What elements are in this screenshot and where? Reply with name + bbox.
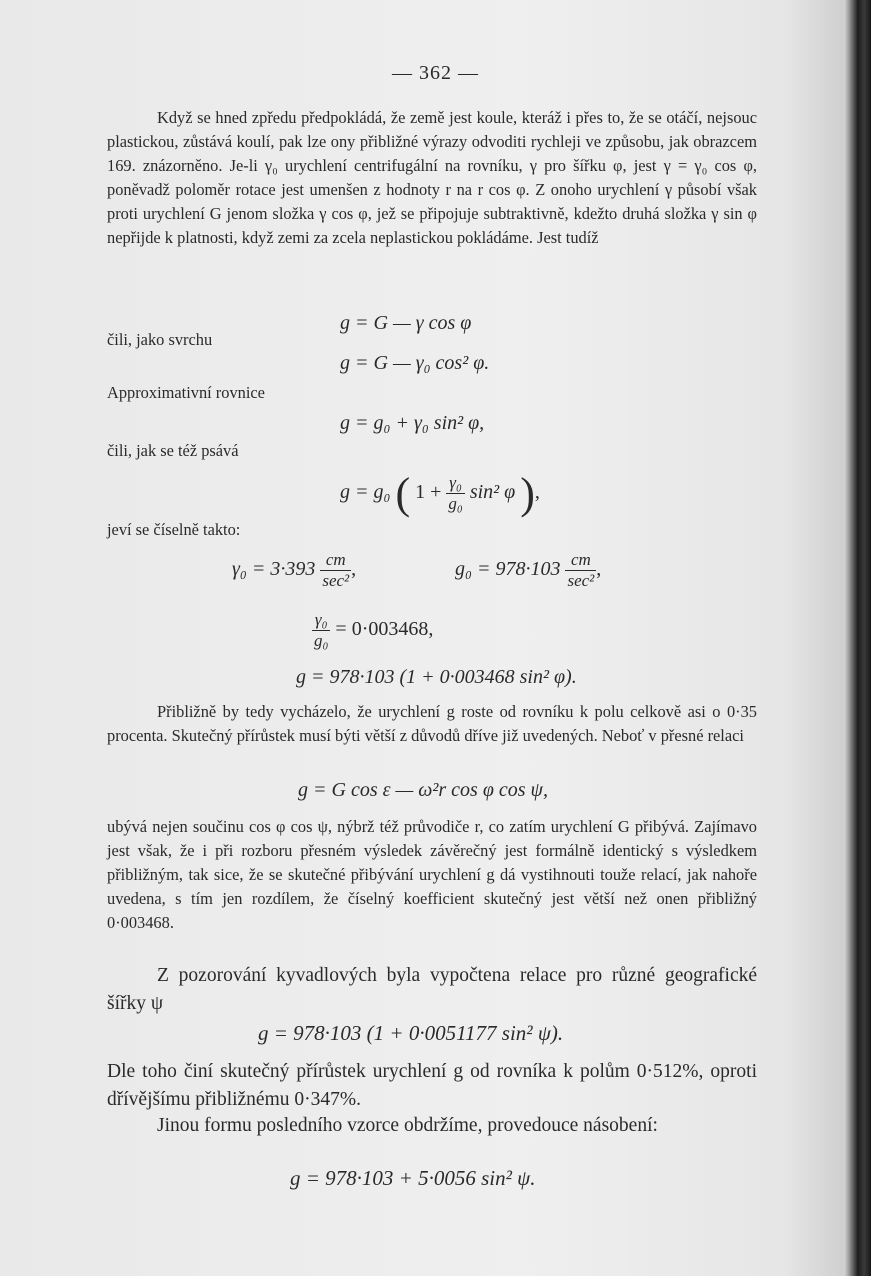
- paragraph-2: Přibližně by tedy vycházelo, že urychlení g roste od rovníku k polu celkově asi o 0·35 procenta. Skutečný přírůstek musí býti větší z důvodů dříve již uvedených. Neboť v přesné relaci: [107, 702, 757, 745]
- eq6-num: γ₀: [312, 610, 330, 631]
- paragraph-5: Dle toho činí skutečný přírůstek urychlení g od rovníka k polům 0·512%, oproti dřívějšímu přibližnému 0·347%.: [107, 1061, 757, 1110]
- equation-1: g = G — γ cos φ: [340, 312, 472, 334]
- equation-4: [340, 468, 540, 519]
- page-number: — 362 —: [392, 62, 479, 84]
- equation-6: [312, 610, 433, 651]
- equation-3: g = g₀ + γ₀ sin² φ,: [340, 412, 485, 434]
- eq4-end: ,: [534, 481, 540, 504]
- eq6-fraction: [312, 610, 330, 651]
- eq4-one: 1 +: [415, 481, 442, 504]
- eq4-den: g₀: [448, 494, 463, 513]
- eq5b-num: cm: [565, 550, 596, 571]
- equation-8: g = G cos ε — ω²r cos φ cos ψ,: [298, 779, 548, 801]
- label-approximativni: Approximativní rovnice: [107, 383, 265, 402]
- label-cili-jako-svrchu: čili, jako svrchu: [107, 330, 213, 349]
- equation-10: g = 978·103 + 5·0056 sin² ψ.: [290, 1166, 536, 1190]
- eq4-lhs: g = g₀: [340, 481, 391, 504]
- right-paren: ): [520, 469, 535, 518]
- eq6-den: g₀: [314, 631, 329, 650]
- eq5a-den: sec²: [322, 571, 350, 590]
- equation-5a: [232, 550, 356, 591]
- eq4-num: γ₀: [446, 473, 464, 494]
- page-binding-edge: [849, 0, 871, 1276]
- left-paren: (: [395, 469, 411, 518]
- eq5b-fraction: [565, 550, 596, 591]
- label-cili-jak-se-tez: čili, jak se též psává: [107, 441, 239, 460]
- eq5a-num: cm: [320, 550, 351, 571]
- equation-7: g = 978·103 (1 + 0·003468 sin² φ).: [296, 666, 577, 688]
- eq5a-fraction: [320, 550, 351, 591]
- equation-2: g = G — γ₀ cos² φ.: [340, 352, 490, 374]
- paragraph-6: Jinou formu posledního vzorce obdržíme, provedouce násobení:: [157, 1115, 658, 1136]
- paragraph-4: Z pozorování kyvadlových byla vypočtena relace pro různé geografické šířky ψ: [107, 965, 757, 1014]
- eq4-rest: sin² φ: [469, 481, 516, 504]
- equation-5b: [455, 550, 601, 591]
- eq6-rhs: = 0·003468,: [335, 618, 434, 641]
- label-jevi: jeví se číselně takto:: [107, 520, 241, 539]
- eq5b-end: ,: [596, 558, 602, 581]
- paragraph-1: Když se hned zpředu předpokládá, že země jest koule, kteráž i přes to, že se otáčí, nejsouc plastickou, zůstává koulí, pak lze ony přibližné výrazy odvoditi rychleji ve způsobu, jak obrazcem 169. znázorněno. Je-li γ₀ urychlení centrifugální na rovníku, γ pro šířku φ, jest γ = γ₀ cos φ, poněvadž poloměr rotace jest umenšen z hodnoty r na r cos φ. Z onoho urychlení γ působí však proti urychlení G jenom složka γ cos φ, jež se připojuje subtraktivně, kdežto druhá složka γ sin φ nepřijde k platnosti, když zemi za zcela neplastickou pokládáme. Jest tudíž: [107, 108, 757, 247]
- eq5b-lhs: g₀ = 978·103: [455, 558, 561, 581]
- eq5a-end: ,: [351, 558, 357, 581]
- eq5b-den: sec²: [567, 571, 595, 590]
- equation-9: g = 978·103 (1 + 0·0051177 sin² ψ).: [258, 1021, 564, 1045]
- paragraph-3: ubývá nejen součinu cos φ cos ψ, nýbrž též průvodiče r, co zatím urychlení G přibývá. Zajímavo jest však, že i při rozboru přesném výsledek závěrečný jest formálně identický s výsledkem přibližným, tak sice, že se skutečné přibývání urychlení g dá vystihnouti touže relací, jak nahoře uvedena, s tím jen rozdílem, že číselný koefficient skutečný jest větší než onen přibližný 0·003468.: [107, 817, 757, 932]
- eq5a-lhs: γ₀ = 3·393: [232, 558, 316, 581]
- eq4-fraction: [446, 473, 464, 514]
